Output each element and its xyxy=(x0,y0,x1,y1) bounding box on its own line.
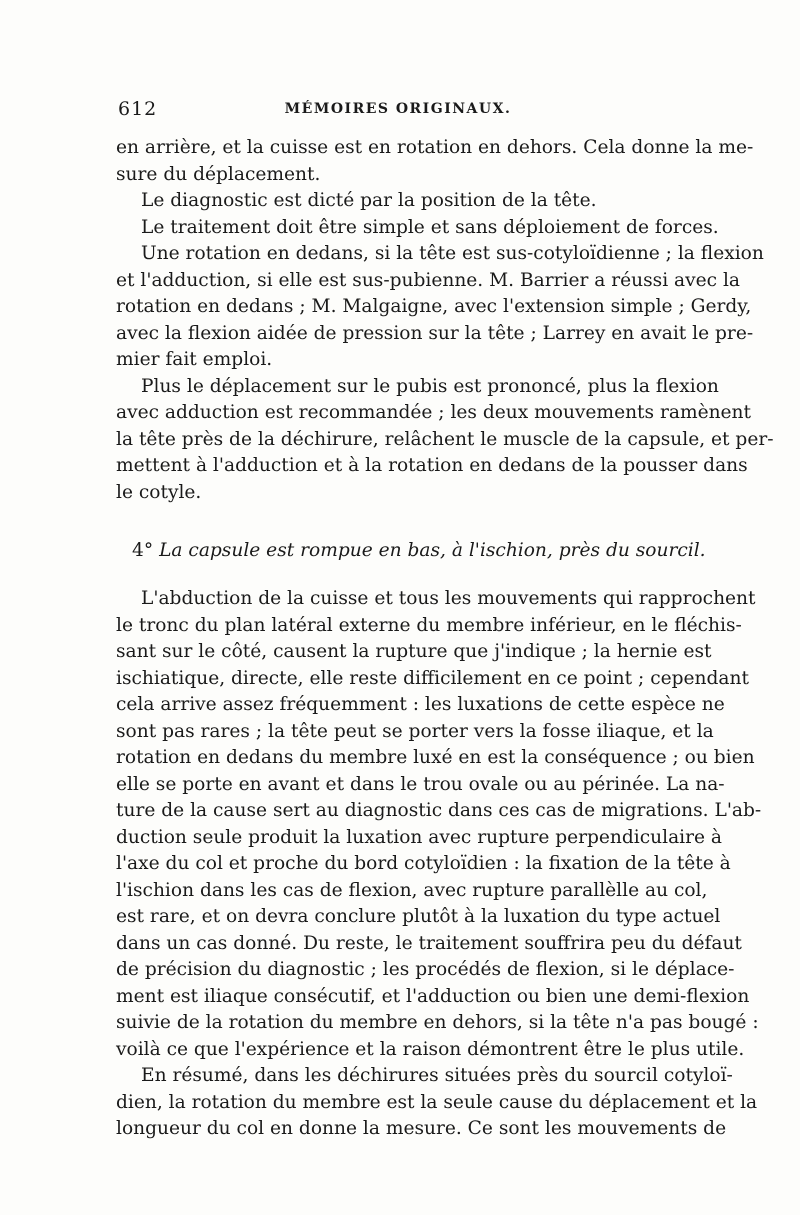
text-line: mier fait emploi. xyxy=(116,349,273,370)
text-line: ture de la cause sert au diagnostic dans ces cas de migrations. L'ab- xyxy=(116,800,762,821)
text-line: sant sur le côté, causent la rupture que j'indique ; la hernie est xyxy=(116,641,712,662)
text-line: cela arrive assez fréquemment : les luxations de cette espèce ne xyxy=(116,694,725,715)
text-line: dien, la rotation du membre est la seule cause du déplacement et la xyxy=(116,1091,758,1113)
text-line: avec la flexion aidée de pression sur la tête ; Larrey en avait le pre- xyxy=(116,322,754,344)
text-line: rotation en dedans ; M. Malgaigne, avec l'extension simple ; Gerdy, xyxy=(116,296,752,317)
text-line: Une rotation en dedans, si la tête est sus-cotyloïdienne ; la flexion xyxy=(141,243,764,264)
text-line: ischiatique, directe, elle reste difficilement en ce point ; cependant xyxy=(116,667,749,689)
text-line: suivie de la rotation du membre en dehors, si la tête n'a pas bougé : xyxy=(116,1012,759,1033)
section-title: La capsule est rompue en bas, à l'ischion, près du sourcil. xyxy=(159,540,706,561)
text-line: voilà ce que l'expérience et la raison démontrent être le plus utile. xyxy=(116,1038,745,1060)
text-line: Le diagnostic est dicté par la position de la tête. xyxy=(141,190,597,211)
body-text xyxy=(116,135,774,1143)
text-line: sont pas rares ; la tête peut se porter vers la fosse iliaque, et la xyxy=(116,720,714,742)
text-line: le cotyle. xyxy=(116,481,202,503)
text-line: dans un cas donné. Du reste, le traitement souffrira peu du défaut xyxy=(116,932,742,954)
text-line: l'axe du col et proche du bord cotyloïdien : la fixation de la tête à xyxy=(116,853,731,874)
text-line: En résumé, dans les déchirures situées près du sourcil cotyloï- xyxy=(141,1065,733,1086)
text-line: le tronc du plan latéral externe du membre inférieur, en le fléchis- xyxy=(116,614,742,636)
paragraph-continuation xyxy=(116,135,754,188)
paragraph-abduction xyxy=(116,586,762,1063)
paragraph-rotation xyxy=(116,241,764,374)
text-line: l'ischion dans les cas de flexion, avec rupture parallèlle au col, xyxy=(116,879,708,901)
text-line: avec adduction est recommandée ; les deux mouvements ramènent xyxy=(116,402,752,423)
text-line: Plus le déplacement sur le pubis est prononcé, plus la flexion xyxy=(141,375,719,397)
paragraph-summary xyxy=(116,1063,758,1143)
text-line: mettent à l'adduction et à la rotation en dedans de la pousser dans xyxy=(116,455,748,476)
text-line: sure du déplacement. xyxy=(116,163,321,185)
text-line: duction seule produit la luxation avec rupture perpendiculaire à xyxy=(116,826,723,848)
page-number: 612 xyxy=(118,98,158,120)
text-line: Le traitement doit être simple et sans déploiement de forces. xyxy=(141,216,719,238)
text-line: ment est iliaque consécutif, et l'adduction ou bien une demi-flexion xyxy=(116,985,750,1007)
text-line: et l'adduction, si elle est sus-pubienne. M. Barrier a réussi avec la xyxy=(116,269,741,291)
section-heading xyxy=(116,538,706,564)
text-line: rotation en dedans du membre luxé en est la conséquence ; ou bien xyxy=(116,747,755,768)
running-title: MÉMOIRES ORIGINAUX. xyxy=(284,101,512,117)
text-line: longueur du col en donne la mesure. Ce sont les mouvements de xyxy=(116,1118,727,1139)
text-line: de précision du diagnostic ; les procédés de flexion, si le déplace- xyxy=(116,959,735,980)
paragraph-diagnostic xyxy=(116,188,682,215)
text-line: est rare, et on devra conclure plutôt à la luxation du type actuel xyxy=(116,906,721,927)
page-header xyxy=(118,98,682,124)
paragraph-pubis xyxy=(116,374,774,507)
text-line: L'abduction de la cuisse et tous les mouvements qui rapprochent xyxy=(141,588,756,609)
text-line: en arrière, et la cuisse est en rotation en dehors. Cela donne la me- xyxy=(116,137,754,158)
text-line: la tête près de la déchirure, relâchent le muscle de la capsule, et per- xyxy=(116,428,774,450)
paragraph-treatment xyxy=(116,215,719,242)
section-number: 4° xyxy=(132,540,154,561)
text-line: elle se porte en avant et dans le trou ovale ou au périnée. La na- xyxy=(116,773,725,795)
